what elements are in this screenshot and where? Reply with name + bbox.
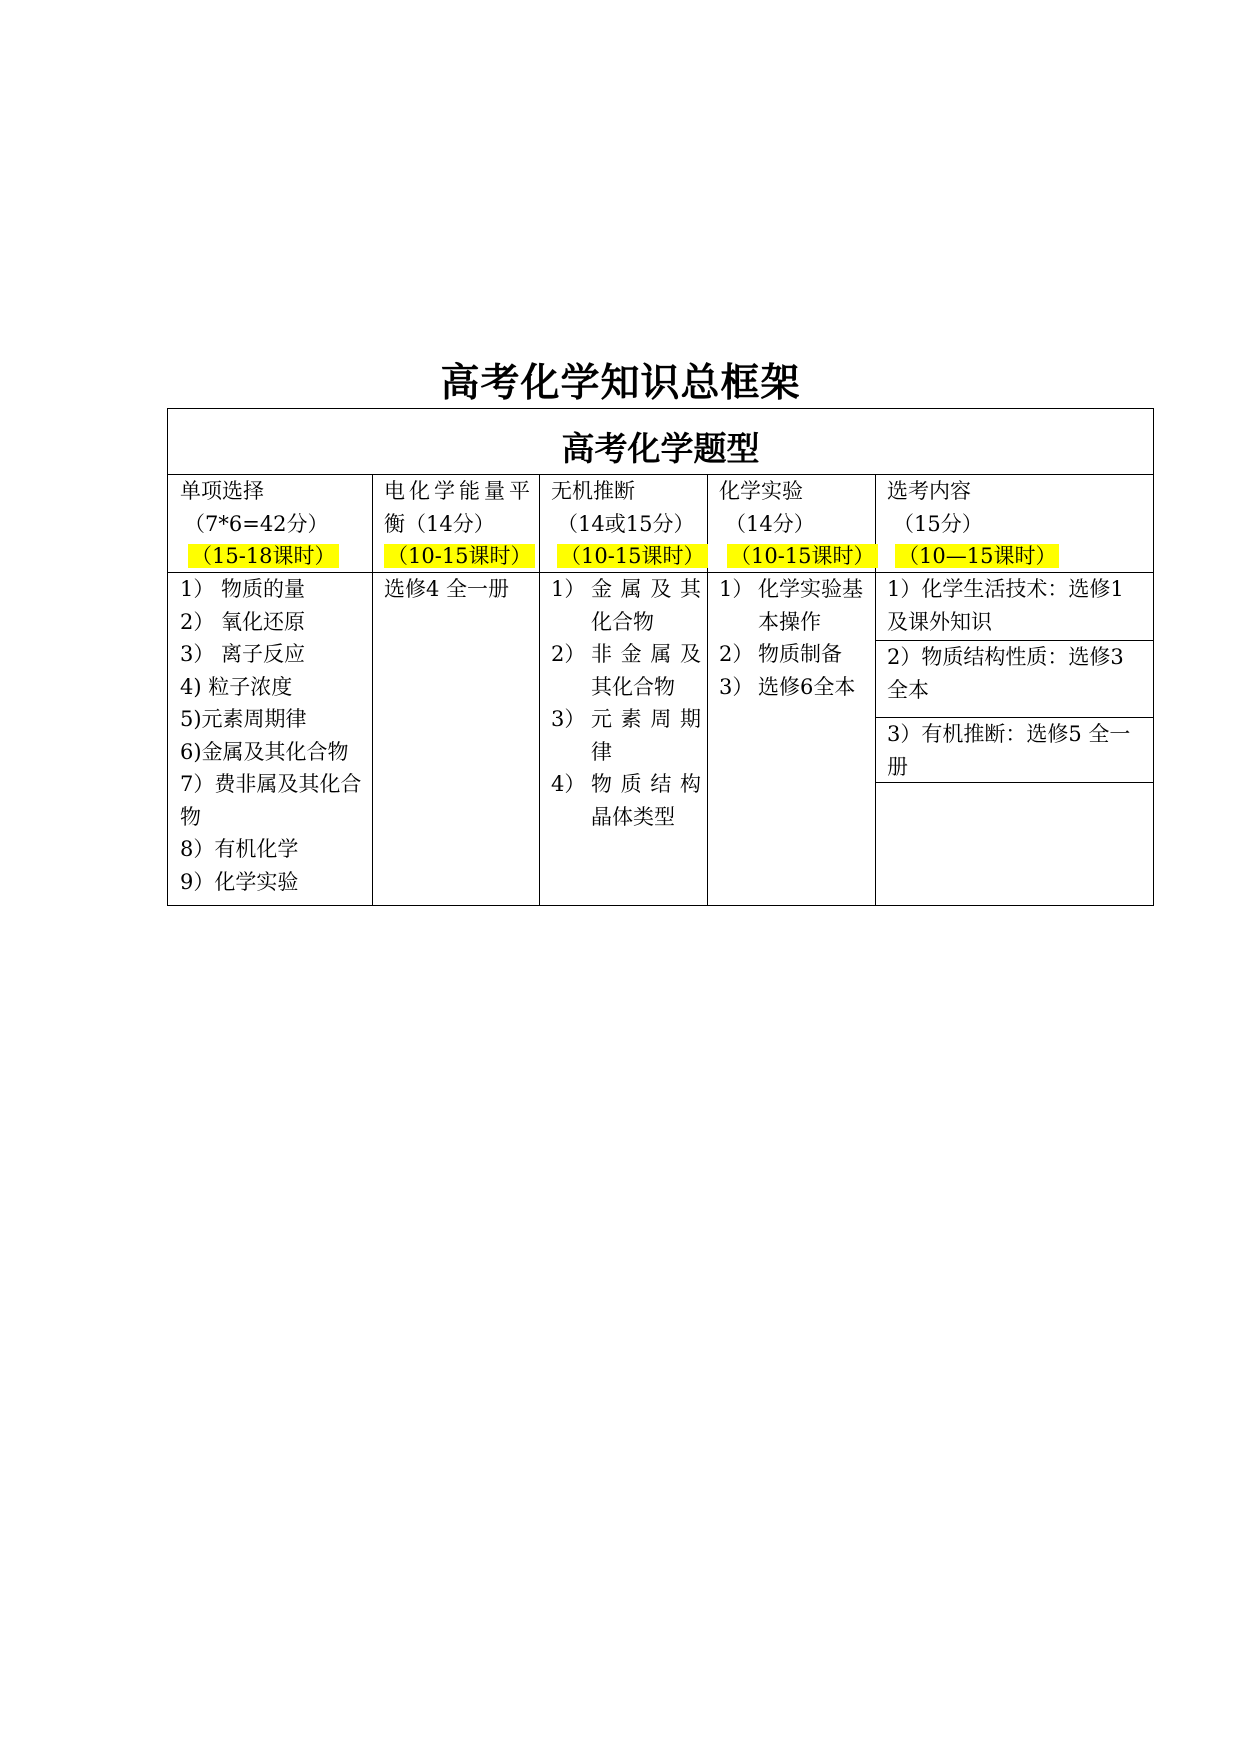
list-item: 5)元素周期律	[180, 707, 307, 731]
list-item: 3） 选修6全本	[719, 674, 856, 699]
list-item: 2） 氧化还原	[180, 609, 306, 634]
inorganic-inference-topics	[551, 573, 701, 833]
column-header-elective: 选考内容 （15分） （10—15课时）	[887, 475, 1059, 573]
list-item: 4） 物 质 结 构 晶体类型	[551, 772, 701, 829]
column-divider	[372, 474, 373, 905]
page-title: 高考化学知识总框架	[440, 360, 801, 406]
hours-highlight: （10-15课时）	[557, 544, 708, 568]
list-item: 2） 非 金 属 及 其化合物	[551, 642, 701, 699]
list-item: 8）有机化学	[180, 837, 299, 861]
list-item: 9）化学实验	[180, 869, 299, 894]
column-header-electrochemistry: 电 化 学 能 量 平 衡（14分） （10-15课时）	[384, 475, 530, 573]
elective-item-chemistry-life: 1）化学生活技术：选修1 及课外知识	[887, 577, 1124, 634]
table-header-title: 高考化学题型	[561, 429, 760, 468]
list-item: 7）费非属及其化合	[180, 772, 362, 796]
column-header-inorganic-inference: 无机推断 （14或15分） （10-15课时）	[551, 475, 708, 573]
single-choice-topics	[180, 573, 361, 898]
list-item: 3） 元 素 周 期 律	[551, 707, 701, 764]
list-item: 6)金属及其化合物	[180, 739, 349, 764]
elective-item-organic: 3）有机推断：选修5 全一 册	[887, 722, 1131, 779]
column-header-experiment: 化学实验 （14分） （10-15课时）	[719, 475, 878, 573]
hours-highlight: （10—15课时）	[895, 544, 1059, 568]
hours-highlight: （15-18课时）	[188, 544, 339, 568]
hours-highlight: （10-15课时）	[727, 544, 878, 568]
list-item: 2） 物质制备	[719, 642, 842, 666]
hours-highlight: （10-15课时）	[384, 544, 535, 568]
list-item: 选修4 全一册	[384, 577, 510, 601]
list-item: 1） 金 属 及 其 化合物	[551, 577, 701, 634]
list-item: 3） 离子反应	[180, 642, 306, 666]
list-item: 物	[180, 804, 201, 829]
list-item: 1） 物质的量	[180, 577, 306, 601]
column-header-single-choice: 单项选择 （7*6=42分） （15-18课时）	[180, 475, 339, 573]
column-divider	[539, 474, 540, 905]
elective-item-structure: 2）物质结构性质：选修3 全本	[887, 645, 1124, 702]
electrochemistry-topics	[384, 573, 509, 606]
list-item: 1） 化学实验基 本操作	[719, 577, 863, 634]
experiment-topics	[719, 573, 869, 703]
list-item: 4) 粒子浓度	[180, 674, 293, 699]
exam-framework-table	[167, 408, 1154, 906]
